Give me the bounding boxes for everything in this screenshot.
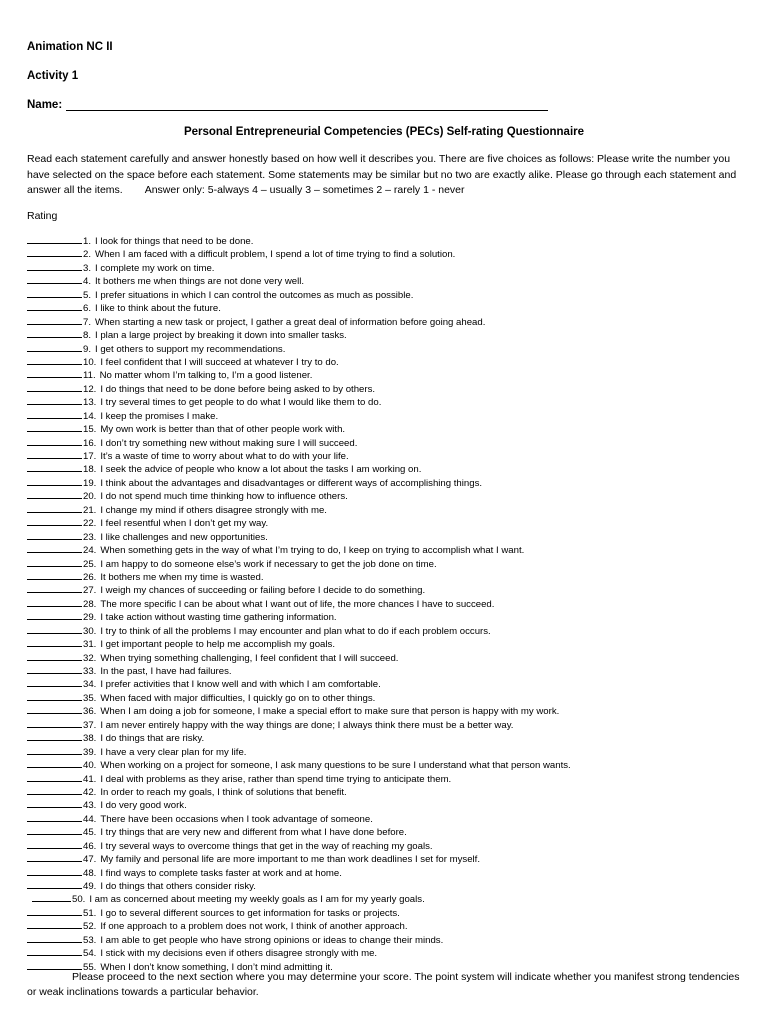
item-number: 4. xyxy=(83,276,92,288)
item-text: I try to think of all the problems I may encounter and plan what to do if each problem occurs. xyxy=(100,625,491,637)
item-text: I take action without wasting time gathering information. xyxy=(100,612,337,624)
footer-text: Please proceed to the next section where you may determine your score. The point system will indicate whether you manifest strong tendencies or weak inclinations towards a particular behavior. xyxy=(27,971,740,998)
item-number: 33. xyxy=(83,666,97,677)
item-text: I prefer activities that I know well and with which I am comfortable. xyxy=(100,679,381,691)
list-item xyxy=(27,866,742,879)
list-item xyxy=(27,597,742,610)
list-item xyxy=(27,247,742,260)
list-item xyxy=(27,476,742,489)
item-text: I do things that are risky. xyxy=(100,733,205,745)
list-item xyxy=(27,436,742,449)
list-item xyxy=(27,449,742,462)
item-text: When trying something challenging, I feel confident that I will succeed. xyxy=(100,652,399,664)
item-number: 29. xyxy=(83,612,97,624)
item-number: 16. xyxy=(83,437,97,449)
item-text: If one approach to a problem does not work, I think of another approach. xyxy=(100,921,408,933)
activity-title: Activity 1 xyxy=(27,70,79,82)
rating-blank[interactable] xyxy=(27,772,82,782)
list-item xyxy=(27,315,742,328)
item-text: I find ways to complete tasks faster at work and at home. xyxy=(100,867,342,879)
item-text: I deal with problems as they arise, rather than spend time trying to anticipate them. xyxy=(100,773,452,785)
rating-blank[interactable] xyxy=(27,516,82,526)
item-text: When something gets in the way of what I’m trying to do, I keep on trying to accomplish what I want. xyxy=(100,545,525,557)
rating-blank[interactable] xyxy=(27,301,82,311)
list-item xyxy=(27,570,742,583)
item-number: 51. xyxy=(83,907,97,919)
item-text: In order to reach my goals, I think of solutions that benefit. xyxy=(100,786,347,798)
item-number: 9. xyxy=(83,343,92,355)
page-title: Personal Entrepreneurial Competencies (PECs) Self-rating Questionnaire xyxy=(183,126,585,138)
list-item xyxy=(27,933,742,946)
item-text: When I don’t know something, I don’t mind admitting it. xyxy=(100,961,333,973)
item-text: I do very good work. xyxy=(100,800,187,812)
rating-blank[interactable] xyxy=(27,449,82,459)
rating-blank[interactable] xyxy=(27,489,82,499)
rating-blank[interactable] xyxy=(27,691,82,701)
item-text: My family and personal life are more important to me than work deadlines I set for myself. xyxy=(100,854,480,866)
item-text: I go to several different sources to get information for tasks or projects. xyxy=(100,907,400,919)
item-text: I like to think about the future. xyxy=(95,303,221,315)
item-number: 13. xyxy=(83,397,97,409)
rating-blank[interactable] xyxy=(27,785,82,795)
item-number: 18. xyxy=(83,464,97,476)
item-number: 6. xyxy=(83,303,92,315)
rating-blank[interactable] xyxy=(27,342,82,352)
rating-blank[interactable] xyxy=(27,866,82,876)
list-item xyxy=(27,745,742,758)
item-text: I plan a large project by breaking it down into smaller tasks. xyxy=(95,330,347,342)
list-item xyxy=(27,637,742,650)
rating-blank[interactable] xyxy=(32,892,71,902)
item-text: When working on a project for someone, I ask many questions to be sure I understand what that person wants. xyxy=(100,760,571,772)
list-item xyxy=(27,839,742,852)
instructions xyxy=(27,152,742,199)
item-text: I try several ways to overcome things that get in the way of reaching my goals. xyxy=(100,840,433,852)
rating-blank[interactable] xyxy=(27,503,82,513)
item-number: 55. xyxy=(83,961,97,973)
item-text: It bothers me when things are not done very well. xyxy=(95,276,305,288)
item-number: 54. xyxy=(83,948,97,960)
rating-blank[interactable] xyxy=(27,812,82,822)
item-number: 32. xyxy=(83,652,97,664)
list-item xyxy=(27,892,742,905)
list-item xyxy=(27,664,742,677)
item-number: 45. xyxy=(83,827,97,839)
rating-blank[interactable] xyxy=(27,543,82,553)
item-number: 27. xyxy=(83,585,97,597)
list-item xyxy=(27,610,742,623)
name-field-line[interactable] xyxy=(66,110,548,111)
item-number: 49. xyxy=(83,881,97,892)
item-text: The more specific I can be about what I want out of life, the more chances I have to succeed. xyxy=(100,598,495,610)
rating-blank[interactable] xyxy=(27,395,82,405)
item-text: I stick with my decisions even if others disagree strongly with me. xyxy=(100,948,378,960)
rating-blank[interactable] xyxy=(27,328,82,338)
rating-blank[interactable] xyxy=(27,436,82,446)
subject-title: Animation NC II xyxy=(27,41,113,53)
item-text: I weigh my chances of succeeding or failing before I decide to do something. xyxy=(100,585,426,597)
item-number: 5. xyxy=(83,289,92,301)
rating-blank[interactable] xyxy=(27,839,82,849)
rating-blank[interactable] xyxy=(27,718,82,728)
rating-blank[interactable] xyxy=(27,758,82,768)
item-number: 11. xyxy=(83,370,96,382)
item-number: 14. xyxy=(83,410,97,422)
rating-blank[interactable] xyxy=(27,583,82,593)
footer-note xyxy=(27,970,742,1000)
rating-blank[interactable] xyxy=(27,288,82,298)
list-item xyxy=(27,355,742,368)
item-number: 23. xyxy=(83,531,97,543)
list-item xyxy=(27,557,742,570)
rating-blank[interactable] xyxy=(27,798,82,808)
item-number: 3. xyxy=(83,262,92,274)
item-text: I don’t try something new without making sure I will succeed. xyxy=(100,437,358,449)
item-number: 1. xyxy=(83,236,92,247)
item-text: I like challenges and new opportunities. xyxy=(100,531,268,543)
item-text: I seek the advice of people who know a lot about the tasks I am working on. xyxy=(100,464,422,476)
list-item xyxy=(27,342,742,355)
list-item xyxy=(27,906,742,919)
item-text: I change my mind if others disagree strongly with me. xyxy=(100,504,327,516)
item-text: I do things that others consider risky. xyxy=(100,881,256,892)
list-item xyxy=(27,798,742,811)
list-item xyxy=(27,583,742,596)
answer-scale: Answer only: 5-always 4 – usually 3 – sometimes 2 – rarely 1 - never xyxy=(144,184,465,196)
rating-blank[interactable] xyxy=(27,570,82,580)
list-item xyxy=(27,530,742,543)
item-text: I am never entirely happy with the way things are done; I always think there must be a better way. xyxy=(100,719,514,731)
rating-blank[interactable] xyxy=(27,422,82,432)
item-number: 8. xyxy=(83,330,92,342)
list-item xyxy=(27,234,742,247)
rating-blank[interactable] xyxy=(27,462,82,472)
item-text: I think about the advantages and disadvantages or different ways of accomplishing things. xyxy=(100,477,483,489)
item-number: 22. xyxy=(83,518,97,530)
item-text: When starting a new task or project, I gather a great deal of information before going ahead. xyxy=(95,316,486,328)
rating-blank[interactable] xyxy=(27,261,82,271)
rating-blank[interactable] xyxy=(27,610,82,620)
list-item xyxy=(27,301,742,314)
item-text: In the past, I have had failures. xyxy=(100,666,232,677)
item-text: I prefer situations in which I can control the outcomes as much as possible. xyxy=(95,289,414,301)
item-text: My own work is better than that of other people work with. xyxy=(100,424,346,436)
item-text: I do things that need to be done before being asked to by others. xyxy=(100,383,376,395)
list-item xyxy=(27,879,742,892)
list-item xyxy=(27,288,742,301)
rating-blank[interactable] xyxy=(27,409,82,419)
rating-blank[interactable] xyxy=(27,879,82,889)
item-number: 35. xyxy=(83,692,97,704)
rating-blank[interactable] xyxy=(27,597,82,607)
list-item xyxy=(27,328,742,341)
item-number: 50. xyxy=(72,894,86,906)
item-number: 39. xyxy=(83,746,97,758)
item-text: It bothers me when my time is wasted. xyxy=(100,571,264,583)
item-number: 21. xyxy=(83,504,97,516)
list-item xyxy=(27,462,742,475)
list-item xyxy=(27,395,742,408)
instructions-text: Read each statement carefully and answer honestly based on how well it describes you. There are five choices as follows: Please write the number you have selected on the space before each statement. Some statements may be similar but no two are exactly alike. Please go through each statement and answer all the items. xyxy=(27,153,737,196)
list-item xyxy=(27,422,742,435)
rating-blank[interactable] xyxy=(27,274,82,284)
rating-blank[interactable] xyxy=(27,355,82,365)
list-item xyxy=(27,825,742,838)
list-item xyxy=(27,503,742,516)
list-item xyxy=(27,919,742,932)
item-text: I feel confident that I will succeed at whatever I try to do. xyxy=(100,356,339,368)
statement-list xyxy=(27,234,742,973)
item-text: When I am doing a job for someone, I make a special effort to make sure that person is happy with my work. xyxy=(100,706,560,718)
list-item xyxy=(27,677,742,690)
rating-blank[interactable] xyxy=(27,960,82,970)
rating-blank[interactable] xyxy=(27,476,82,486)
item-text: I try several times to get people to do what I would like them to do. xyxy=(100,397,382,409)
rating-blank[interactable] xyxy=(27,637,82,647)
rating-blank[interactable] xyxy=(27,624,82,634)
list-item xyxy=(27,516,742,529)
list-item xyxy=(27,758,742,771)
list-item xyxy=(27,946,742,959)
item-text: I am able to get people who have strong opinions or ideas to change their minds. xyxy=(100,934,444,946)
rating-blank[interactable] xyxy=(27,745,82,755)
item-number: 42. xyxy=(83,786,97,798)
item-number: 24. xyxy=(83,545,97,557)
item-text: I get important people to help me accomplish my goals. xyxy=(100,639,335,651)
item-number: 15. xyxy=(83,424,97,436)
rating-blank[interactable] xyxy=(27,677,82,687)
list-item xyxy=(27,624,742,637)
list-item xyxy=(27,261,742,274)
item-number: 25. xyxy=(83,558,97,570)
item-text: I have a very clear plan for my life. xyxy=(100,746,247,758)
rating-blank[interactable] xyxy=(27,664,82,674)
item-number: 26. xyxy=(83,571,97,583)
item-text: It’s a waste of time to worry about what to do with your life. xyxy=(100,451,349,462)
list-item xyxy=(27,489,742,502)
list-item xyxy=(27,772,742,785)
item-number: 53. xyxy=(83,934,97,946)
item-text: When faced with major difficulties, I quickly go on to other things. xyxy=(100,692,376,704)
item-number: 37. xyxy=(83,719,97,731)
item-number: 52. xyxy=(83,921,97,933)
rating-blank[interactable] xyxy=(27,557,82,567)
item-number: 19. xyxy=(83,477,97,489)
item-text: I feel resentful when I don’t get my way. xyxy=(100,518,269,530)
rating-blank[interactable] xyxy=(27,368,82,378)
item-number: 47. xyxy=(83,854,97,866)
item-number: 20. xyxy=(83,491,97,503)
rating-blank[interactable] xyxy=(27,234,82,244)
list-item xyxy=(27,651,742,664)
rating-blank[interactable] xyxy=(27,731,82,741)
rating-label: Rating xyxy=(27,210,58,222)
item-number: 40. xyxy=(83,760,97,772)
item-number: 43. xyxy=(83,800,97,812)
item-number: 38. xyxy=(83,733,97,745)
item-number: 48. xyxy=(83,867,97,879)
rating-blank[interactable] xyxy=(27,651,82,661)
item-number: 7. xyxy=(83,316,92,328)
rating-blank[interactable] xyxy=(27,946,82,956)
item-number: 17. xyxy=(83,451,97,462)
list-item xyxy=(27,409,742,422)
rating-blank[interactable] xyxy=(27,852,82,862)
item-number: 36. xyxy=(83,706,97,718)
item-number: 44. xyxy=(83,813,97,825)
item-number: 10. xyxy=(83,356,97,368)
rating-blank[interactable] xyxy=(27,315,82,325)
item-number: 12. xyxy=(83,383,97,395)
list-item xyxy=(27,731,742,744)
rating-blank[interactable] xyxy=(27,530,82,540)
list-item xyxy=(27,718,742,731)
list-item xyxy=(27,785,742,798)
item-text: There have been occasions when I took advantage of someone. xyxy=(100,813,373,825)
list-item xyxy=(27,382,742,395)
item-number: 28. xyxy=(83,598,97,610)
item-number: 31. xyxy=(83,639,97,651)
item-number: 34. xyxy=(83,679,97,691)
rating-blank[interactable] xyxy=(27,825,82,835)
item-text: I complete my work on time. xyxy=(95,262,215,274)
item-number: 2. xyxy=(83,249,92,261)
rating-blank[interactable] xyxy=(27,919,82,929)
list-item xyxy=(27,274,742,287)
list-item xyxy=(27,852,742,865)
list-item xyxy=(27,691,742,704)
rating-blank[interactable] xyxy=(27,247,82,257)
list-item xyxy=(27,368,742,381)
item-text: I look for things that need to be done. xyxy=(95,236,254,247)
item-number: 41. xyxy=(83,773,97,785)
rating-blank[interactable] xyxy=(27,382,82,392)
item-text: I do not spend much time thinking how to influence others. xyxy=(100,491,348,503)
item-text: I try things that are very new and different from what I have done before. xyxy=(100,827,407,839)
item-number: 30. xyxy=(83,625,97,637)
item-text: No matter whom I’m talking to, I’m a good listener. xyxy=(99,370,313,382)
rating-blank[interactable] xyxy=(27,933,82,943)
list-item xyxy=(27,543,742,556)
item-text: I get others to support my recommendations. xyxy=(95,343,286,355)
item-text: I am as concerned about meeting my weekly goals as I am for my yearly goals. xyxy=(89,894,425,906)
item-number: 46. xyxy=(83,840,97,852)
list-item xyxy=(27,812,742,825)
name-label: Name: xyxy=(27,99,63,111)
rating-blank[interactable] xyxy=(27,906,82,916)
list-item xyxy=(27,704,742,717)
item-text: I am happy to do someone else’s work if necessary to get the job done on time. xyxy=(100,558,437,570)
rating-blank[interactable] xyxy=(27,704,82,714)
item-text: When I am faced with a difficult problem, I spend a lot of time trying to find a solution. xyxy=(95,249,456,261)
item-text: I keep the promises I make. xyxy=(100,410,219,422)
